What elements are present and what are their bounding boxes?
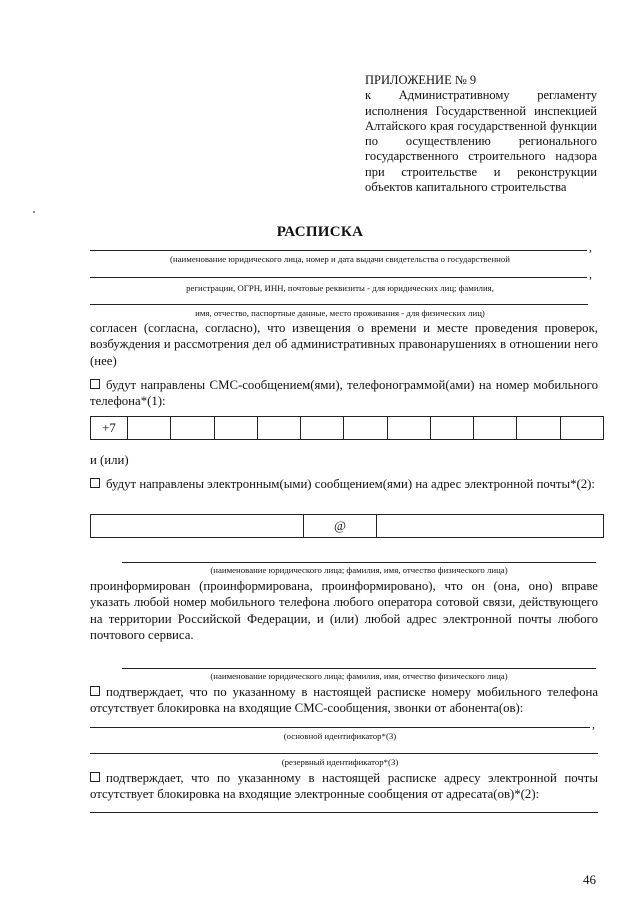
page-number: 46 <box>583 872 596 887</box>
phone-digit-cell[interactable] <box>301 417 344 440</box>
confirm-phone-option <box>90 684 598 717</box>
phone-digit-cell[interactable] <box>517 417 560 440</box>
sms-option <box>90 377 598 410</box>
email-domain-part[interactable] <box>377 515 604 538</box>
caption-name-1: (наименование юридического лица; фамилия, имя, отчество физического лица) <box>210 565 508 575</box>
confirm-email-label: подтверждает, что по указанному в настоящей расписке адресу электронной почты отсутствует блокировка на входящие электронные сообщения от адресата(ов)*(2): <box>90 771 598 802</box>
phone-digit-cell[interactable] <box>171 417 214 440</box>
email-option <box>90 476 598 492</box>
consent-paragraph: согласен (согласна, согласно), что извещения о времени и месте проведения проверок, возбуждения и рассмотрения дел об административных правонарушениях в отношении него (нее) <box>90 321 598 368</box>
confirm-email-option <box>90 770 598 803</box>
confirm-phone-checkbox[interactable] <box>90 686 100 696</box>
phone-digit-cell[interactable] <box>430 417 473 440</box>
phone-prefix-cell: +7 <box>91 417 128 440</box>
caption-name-2: (наименование юридического лица; фамилия, имя, отчество физического лица) <box>210 671 508 681</box>
email-grid <box>90 514 604 538</box>
phone-digit-cell[interactable] <box>474 417 517 440</box>
informed-paragraph: проинформирован (проинформирована, проинформировано), что он (она, оно) вправе указать любой номер мобильного телефона любого оператора сотовой связи, действующего на территории Российской Федерации, и (или) любой адрес электронной почты любого почтового сервиса. <box>90 579 598 643</box>
email-at-sign: @ <box>304 515 377 538</box>
phone-digit-cell[interactable] <box>344 417 387 440</box>
phone-digit-cell[interactable] <box>214 417 257 440</box>
email-checkbox[interactable] <box>90 478 100 488</box>
caption-applicant-2: регистрации, ОГРН, ИНН, почтовые реквизиты - для юридических лиц; фамилия, <box>186 283 494 293</box>
phone-digit-cell[interactable] <box>387 417 430 440</box>
caption-applicant-1: (наименование юридического лица, номер и дата выдачи свидетельства о государственной <box>170 254 510 264</box>
and-or-label: и (или) <box>90 453 129 467</box>
phone-digit-cell[interactable] <box>128 417 171 440</box>
email-sender-line[interactable] <box>90 812 598 813</box>
confirm-email-checkbox[interactable] <box>90 772 100 782</box>
appendix-title: ПРИЛОЖЕНИЕ № 9 <box>365 73 477 87</box>
scan-speck <box>33 211 35 213</box>
applicant-line-1[interactable] <box>90 250 587 251</box>
document-title: РАСПИСКА <box>276 224 364 240</box>
phone-digit-cell[interactable] <box>560 417 603 440</box>
applicant-line-2[interactable] <box>90 277 587 278</box>
sms-checkbox[interactable] <box>90 379 100 389</box>
email-option-label: будут направлены электронным(ыми) сообщением(ями) на адрес электронной почты*(2): <box>106 477 595 491</box>
phone-digit-cell[interactable] <box>257 417 300 440</box>
phone-number-grid <box>90 416 604 440</box>
applicant-line-3[interactable] <box>90 304 588 305</box>
line-comma: , <box>592 717 595 731</box>
sms-option-label: будут направлены СМС-сообщением(ями), телефонограммой(ами) на номер мобильного телефона*(1): <box>90 378 598 409</box>
caption-applicant-3: имя, отчество, паспортные данные, место проживания - для физических лиц) <box>195 308 485 318</box>
caption-reserve-identifier: (резервный идентификатор*(3) <box>281 757 399 767</box>
reserve-identifier-line[interactable] <box>90 753 598 754</box>
line-comma: , <box>589 267 592 281</box>
main-identifier-line[interactable] <box>90 727 590 728</box>
caption-main-identifier: (основной идентификатор*(3) <box>283 731 397 741</box>
appendix-text: к Административному регламенту исполнения Государственной инспекцией Алтайского края государственной функции по осуществлению регионального государственного строительного надзора при строительстве и реконструкции объектов капитального строительства <box>365 88 597 195</box>
confirm-name-line[interactable] <box>122 668 596 669</box>
confirm-phone-label: подтверждает, что по указанному в настоящей расписке номеру мобильного телефона отсутствует блокировка на входящие СМС-сообщения, звонки от абонента(ов): <box>90 685 598 716</box>
informed-name-line[interactable] <box>122 562 596 563</box>
email-local-part[interactable] <box>91 515 304 538</box>
line-comma: , <box>589 240 592 254</box>
appendix-block <box>365 73 597 195</box>
